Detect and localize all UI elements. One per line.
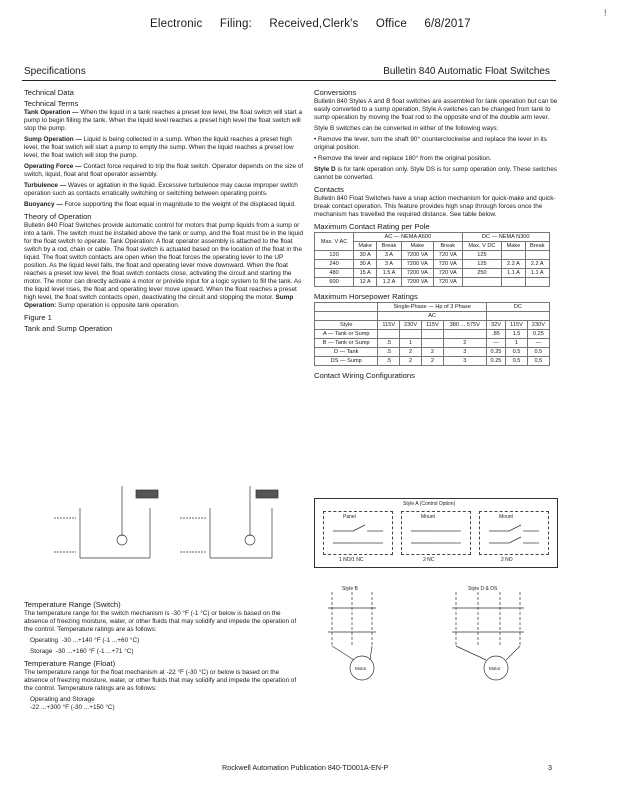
motor-label: Motor bbox=[489, 666, 501, 671]
contact-table-cell: 125 bbox=[462, 260, 502, 269]
filing-part2: Filing: bbox=[219, 18, 252, 30]
hp-col-header: Style bbox=[315, 321, 378, 330]
max-v-ac-header: Max. V AC bbox=[315, 233, 354, 251]
hp-table-cell: 2 bbox=[400, 348, 422, 357]
bullet-text: Remove the lever and replace 180° from the original position. bbox=[318, 155, 492, 162]
wiring-sub-label: 2 NO bbox=[501, 557, 513, 563]
contact-table-cell: 600 bbox=[315, 278, 354, 287]
contacts-heading: Contacts bbox=[314, 185, 344, 194]
hp-table-cell: — bbox=[527, 339, 549, 348]
hp-table-row bbox=[315, 339, 550, 348]
hp-rating-table bbox=[314, 302, 550, 366]
contact-table-cell: 7200 VA bbox=[401, 269, 433, 278]
hp-style-cell: D — Tank bbox=[315, 348, 378, 357]
filing-date: 6/8/2017 bbox=[424, 18, 471, 30]
hp-corner-cell bbox=[315, 303, 378, 312]
contact-col-header: Make bbox=[502, 242, 525, 251]
contact-col-header: Break bbox=[377, 242, 401, 251]
hp-table-cell: .5 bbox=[378, 357, 400, 366]
style-d-para bbox=[314, 166, 558, 182]
max-hp-heading: Maximum Horsepower Ratings bbox=[314, 292, 418, 301]
range-value: -30 ...+140 °F (-1 ...+60 °C) bbox=[61, 637, 140, 644]
hp-table-cell: .5 bbox=[378, 348, 400, 357]
contact-table-cell: 30 A bbox=[354, 251, 377, 260]
contact-table-cell: 7200 VA bbox=[401, 278, 433, 287]
style-b-para: Style B switches can be converted in either of the following ways: bbox=[314, 125, 499, 132]
hp-table-cell: 2 bbox=[422, 357, 444, 366]
hp-table-cell: .5 bbox=[378, 339, 400, 348]
contact-col-header: Make bbox=[354, 242, 377, 251]
contact-col-header: Max. V DC bbox=[462, 242, 502, 251]
range-label: Operating bbox=[30, 637, 59, 644]
contact-table-cell: 480 bbox=[315, 269, 354, 278]
para-text: Liquid is being collected in a sump. When the liquid reaches a preset high level, the float switch will start a pump to empty the sump. When the liquid reaches a preset low level, the float switch will stop the pump. bbox=[24, 136, 294, 159]
wiring-sub-label: 2 NC bbox=[423, 557, 435, 563]
hp-table-cell: 0.25 bbox=[486, 357, 505, 366]
left-column bbox=[24, 86, 304, 334]
term-label: Operating Force — bbox=[24, 163, 82, 170]
temp-switch-heading: Temperature Range (Switch) bbox=[24, 600, 121, 609]
contact-table-cell: 1.1 A bbox=[502, 269, 525, 278]
contact-table-row bbox=[315, 260, 550, 269]
hp-table-cell: — bbox=[486, 339, 505, 348]
contact-table-cell: 12 A bbox=[354, 278, 377, 287]
hp-table-cell: 2 bbox=[400, 357, 422, 366]
contact-table-cell: 7200 VA bbox=[401, 260, 433, 269]
contact-rating-table bbox=[314, 232, 550, 287]
header-rule bbox=[22, 80, 556, 81]
tech-terms-heading: Technical Terms bbox=[24, 99, 79, 108]
contact-table-cell: 720 VA bbox=[434, 269, 463, 278]
temperature-section bbox=[24, 598, 304, 715]
max-contact-heading: Maximum Contact Rating per Pole bbox=[314, 222, 430, 231]
para-text: Contact force required to trip the float switch. Operator depends on the size of switch, liquid, float and float operator assembly. bbox=[24, 163, 304, 178]
para-text: is for tank operation only. Style DS is for sump operation only. These switches cannot be converted. bbox=[314, 166, 557, 181]
term-label: Sump Operation — bbox=[24, 136, 82, 143]
contact-table-cell bbox=[462, 278, 502, 287]
wiring-sub-label: 1 NO/1 NC bbox=[339, 557, 364, 563]
contact-table-row bbox=[315, 278, 550, 287]
hp-col-header: 115V bbox=[422, 321, 444, 330]
figure-label: Figure 1 bbox=[24, 313, 52, 322]
sump-operation-para bbox=[24, 136, 304, 160]
contact-table-cell: 3 A bbox=[377, 251, 401, 260]
contact-table-cell: 720 VA bbox=[434, 251, 463, 260]
contact-table-cell bbox=[502, 251, 525, 260]
term-label: Style D bbox=[314, 166, 336, 173]
hp-table-row bbox=[315, 357, 550, 366]
hp-table-cell: 1 bbox=[400, 339, 422, 348]
hp-subheader-row bbox=[315, 321, 550, 330]
contact-table-body bbox=[315, 251, 550, 287]
filing-part3: Received,Clerk's bbox=[269, 18, 359, 30]
tank-operation-para bbox=[24, 109, 304, 133]
temp-float-heading: Temperature Range (Float) bbox=[24, 659, 116, 668]
temp-switch-para: The temperature range for the switch mechanism is -30 °F (-1 °C) or below is based on the absence of freezing moisture, water, or other fluids that may solidify and impede the operation of the control. Temperature ratings are as follows: bbox=[24, 610, 297, 633]
operating-force-para bbox=[24, 163, 304, 179]
contact-table-cell: 250 bbox=[462, 269, 502, 278]
turbulence-para bbox=[24, 182, 304, 198]
hp-dc-header: DC bbox=[486, 303, 549, 312]
wiring-box-label: Mount bbox=[421, 514, 435, 520]
wiring-contacts-drawing bbox=[323, 521, 549, 551]
hp-table-cell bbox=[378, 330, 400, 339]
conversions-para: Bulletin 840 Styles A and B float switches are assembled for tank operation but can be easily converted to a sump operation. Style A switches can be changed from tank to sump operation by moving the float rod to the opposite end of the double arm lever. bbox=[314, 98, 558, 121]
switch-body bbox=[136, 490, 158, 498]
hp-col-header: 32V bbox=[486, 321, 505, 330]
hp-table-cell bbox=[422, 330, 444, 339]
contact-table-cell bbox=[525, 251, 549, 260]
hp-corner-cell bbox=[315, 312, 378, 321]
storage-range bbox=[24, 648, 304, 656]
hp-table-row bbox=[315, 348, 550, 357]
hp-col-header: 380 ... 575V bbox=[443, 321, 486, 330]
filing-part4: Office bbox=[375, 18, 407, 30]
hp-table-row bbox=[315, 330, 550, 339]
para-text: When the liquid in a tank reaches a preset low level, the float switch will start a pump to begin filling the tank. When the liquid level reaches a preset high level the float switch will stop the pump. bbox=[24, 109, 303, 132]
sump-float-ball bbox=[245, 535, 255, 545]
motor-label: Motor bbox=[355, 666, 367, 671]
contact-col-header: Make bbox=[401, 242, 433, 251]
wiring-style-a-label: Style A (Control Option) bbox=[403, 501, 456, 507]
hp-table-cell: .85 bbox=[486, 330, 505, 339]
filing-part1: Electronic bbox=[150, 18, 203, 30]
hp-table-cell: 3 bbox=[443, 357, 486, 366]
wiring-diagram bbox=[314, 498, 558, 568]
hp-col-header: 230V bbox=[400, 321, 422, 330]
hp-style-cell: A — Tank or Sump bbox=[315, 330, 378, 339]
contact-col-header: Break bbox=[525, 242, 549, 251]
hp-col-header: 115V bbox=[506, 321, 528, 330]
term-label: Tank Operation — bbox=[24, 109, 79, 116]
hp-table-cell: 0.5 bbox=[527, 348, 549, 357]
op-storage-value: -22 ...+300 °F (-30 ...+150 °C) bbox=[30, 704, 115, 711]
tech-data-heading: Technical Data bbox=[24, 88, 74, 97]
hp-ac-header: AC bbox=[378, 312, 486, 321]
contact-table-cell: 720 VA bbox=[434, 278, 463, 287]
contact-table-cell: 2.2 A bbox=[525, 260, 549, 269]
para-text: Force supporting the float equal in magnitude to the weight of the displaced liquid. bbox=[64, 201, 296, 208]
contact-table-cell: 120 bbox=[315, 251, 354, 260]
hp-table-cell bbox=[400, 330, 422, 339]
bulletin-title: Bulletin 840 Automatic Float Switches bbox=[383, 66, 550, 77]
hp-table-cell: 0.25 bbox=[527, 330, 549, 339]
bullet-text: Remove the lever, turn the shaft 90° counterclockwise and replace the lever in its original position. bbox=[314, 136, 547, 151]
contact-table-cell: 7200 VA bbox=[401, 251, 433, 260]
dc-group-header: DC — NEMA N300 bbox=[462, 233, 549, 242]
conversions-heading: Conversions bbox=[314, 88, 357, 97]
hp-table-cell bbox=[443, 330, 486, 339]
term-label: Turbulence — bbox=[24, 182, 67, 189]
bullet-item: • Remove the lever, turn the shaft 90° counterclockwise and replace the lever in its original position. bbox=[314, 136, 547, 151]
style-d-ds-label: Style D & DS bbox=[468, 586, 498, 592]
contact-table-cell: 30 A bbox=[354, 260, 377, 269]
hp-group-header: Single-Phase — Hp of 3 Phase bbox=[378, 303, 486, 312]
ac-group-header: AC — NEMA A600 bbox=[354, 233, 462, 242]
contact-table-cell: 240 bbox=[315, 260, 354, 269]
wiring-heading: Contact Wiring Configurations bbox=[314, 371, 415, 380]
range-label: Storage bbox=[30, 648, 53, 655]
contact-table-cell: 3 A bbox=[377, 260, 401, 269]
hp-table-cell bbox=[422, 339, 444, 348]
page-number: 3 bbox=[548, 763, 552, 772]
hp-table-cell: 0.5 bbox=[506, 357, 528, 366]
hp-style-cell: DS — Sump bbox=[315, 357, 378, 366]
figure-caption: Tank and Sump Operation bbox=[24, 324, 113, 333]
contact-table-cell: 2.2 A bbox=[502, 260, 525, 269]
contact-table-cell: 125 bbox=[462, 251, 502, 260]
contact-table-cell: 1.2 A bbox=[377, 278, 401, 287]
hp-table-cell: 1.5 bbox=[506, 330, 528, 339]
term-label: Sump Operation: bbox=[24, 294, 294, 309]
hp-col-header: 115V bbox=[378, 321, 400, 330]
hp-table-body bbox=[315, 330, 550, 366]
para-text: Bulletin 840 Float Switches provide automatic control for motors that pump liquids from a sump or into a tank. The switch must be installed above the tank or sump, and the float must be in the liquid for the float switch to operate. Tank Operation: A float operator assembly is attached to the float switch by a rod, chain or cable. The float switch is actuated based on the location of the float in the liquid. The float switch contacts are open when the float forces the operating lever to the UP position. As the liquid level falls, the float and operating lever move downward. When the float reaches a preset low level, the float switch contacts close, activating the circuit and starting the motor. The motor can directly activate a motor or provide input for a logic system to fill the tank. As the liquid level rises, the float and operating lever move upward. When the float reaches a preset high level, the float switch contacts open, deactivating the circuit and stopping the motor. bbox=[24, 222, 304, 301]
contact-table-cell: 15 A bbox=[354, 269, 377, 278]
range-value: -30 ...+160 °F (-1 ...+71 °C) bbox=[55, 648, 134, 655]
tank-sump-figure bbox=[40, 478, 300, 578]
right-column bbox=[314, 86, 558, 381]
filing-header bbox=[150, 18, 485, 30]
motor-circuit-diagrams bbox=[318, 586, 554, 690]
corner-mark: ! bbox=[604, 8, 607, 18]
contact-table-cell: 1.5 A bbox=[377, 269, 401, 278]
wiring-box-label: Panel bbox=[343, 514, 356, 520]
buoyancy-para bbox=[24, 201, 304, 209]
theory-heading: Theory of Operation bbox=[24, 212, 92, 221]
hp-table-cell: 2 bbox=[443, 339, 486, 348]
hp-dc-spacer bbox=[486, 312, 549, 321]
hp-table-cell: 0.5 bbox=[506, 348, 528, 357]
contact-table-row bbox=[315, 251, 550, 260]
contact-table-cell: 720 VA bbox=[434, 260, 463, 269]
hp-table-cell: 2 bbox=[422, 348, 444, 357]
hp-table-cell: 3 bbox=[443, 348, 486, 357]
bullet-item: • Remove the lever and replace 180° from the original position. bbox=[314, 155, 492, 162]
publication-footer: Rockwell Automation Publication 840-TD001A-EN-P bbox=[222, 763, 389, 772]
hp-col-header: 230V bbox=[527, 321, 549, 330]
term-label: Buoyancy — bbox=[24, 201, 63, 208]
style-b-label: Style B bbox=[342, 586, 358, 592]
wiring-box-label: Mount bbox=[499, 514, 513, 520]
para-text: Waves or agitation in the liquid. Excessive turbulence may cause improper switch operation such as contacts erratically switching or switching between operating points. bbox=[24, 182, 298, 197]
float-ball bbox=[117, 535, 127, 545]
contact-table-cell bbox=[502, 278, 525, 287]
op-storage-label: Operating and Storage bbox=[30, 696, 95, 703]
section-title: Specifications bbox=[24, 66, 86, 77]
para-text: Sump operation is opposite tank operation. bbox=[58, 302, 180, 309]
contacts-para: Bulletin 840 Float Switches have a snap action mechanism for quick-make and quick-break contact operation. This feature provides high snap through forces once the mechanism has travelled the required distance. See table below. bbox=[314, 195, 556, 218]
hp-table-cell: 0.25 bbox=[486, 348, 505, 357]
operating-range bbox=[24, 637, 304, 645]
contact-col-header: Break bbox=[434, 242, 463, 251]
contact-table-row bbox=[315, 269, 550, 278]
theory-para bbox=[24, 222, 304, 310]
hp-table-cell: 1 bbox=[506, 339, 528, 348]
sump-switch-body bbox=[256, 490, 278, 498]
contact-table-cell: 1.1 A bbox=[525, 269, 549, 278]
contact-table-cell bbox=[525, 278, 549, 287]
temp-float-para: The temperature range for the float mechanism at -22 °F (-30 °C) or below is based on the absence of freezing moisture, water, or other fluids that may solidify and impede the operation of the control. Temperature ratings are as follows: bbox=[24, 669, 297, 692]
hp-table-cell: 0.5 bbox=[527, 357, 549, 366]
hp-style-cell: B — Tank or Sump bbox=[315, 339, 378, 348]
